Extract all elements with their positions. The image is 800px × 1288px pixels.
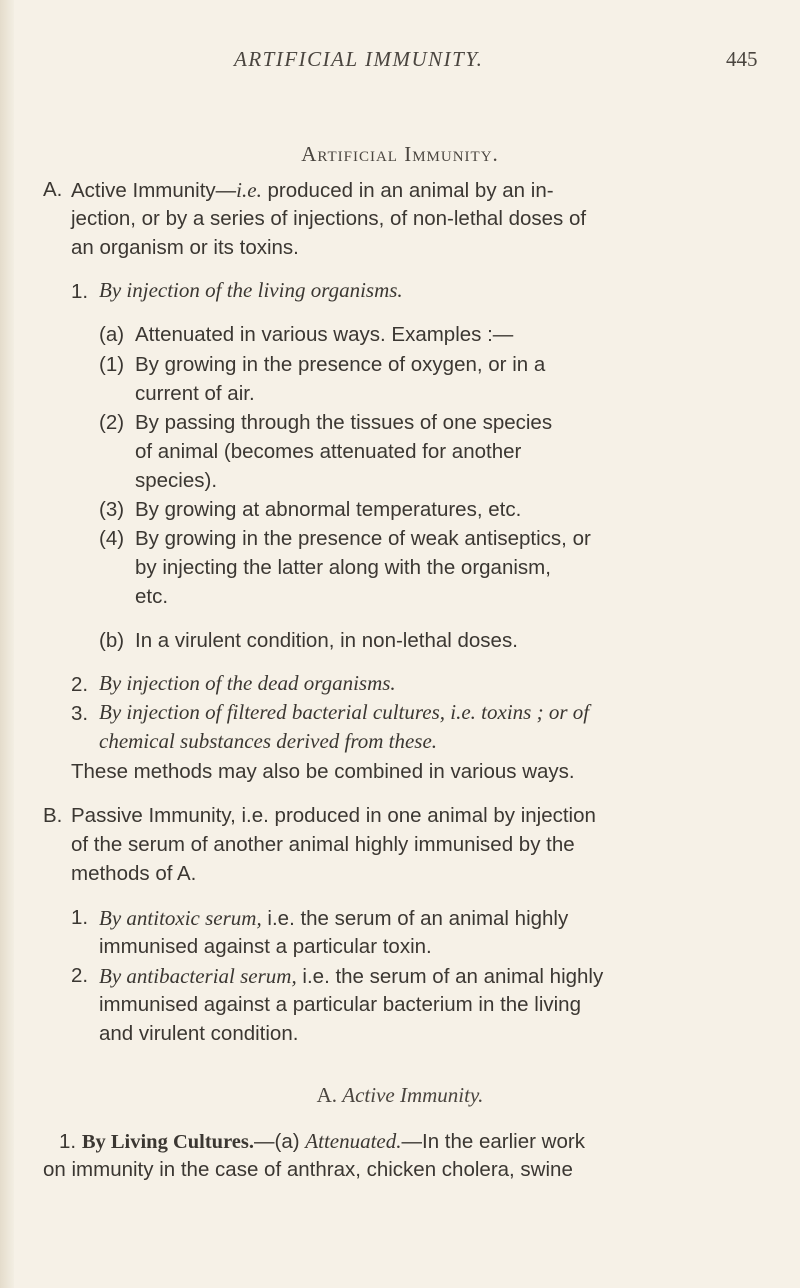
section-a-lead: Active Immunity—: [71, 179, 237, 202]
closing-line-2: on immunity in the case of anthrax, chicken cholera, swine: [43, 1158, 573, 1181]
methods-combined: These methods may also be combined in various ways.: [71, 760, 575, 783]
closing-a-label: (a): [274, 1130, 300, 1153]
subitem-b-text: In a virulent condition, in non-lethal doses.: [135, 629, 518, 652]
subsection-heading: [0, 1083, 800, 1108]
example-4-line-2: by injecting the latter along with the organism,: [135, 556, 551, 579]
example-3-number: (3): [99, 498, 125, 521]
item-2-heading: By injection of the dead organisms.: [99, 671, 396, 695]
example-3-line-1: By growing at abnormal temperatures, etc.: [135, 498, 522, 521]
b-item-1-number: 1.: [71, 906, 89, 929]
b-item-2-rest: i.e. the serum of an animal highly: [296, 965, 604, 988]
item-1-heading: By injection of the living organisms.: [99, 278, 403, 302]
b-item-2-line-3: and virulent condition.: [99, 1022, 299, 1045]
closing-a-title: Attenuated.: [305, 1129, 402, 1153]
item-2-number: 2.: [71, 673, 89, 696]
subitem-b-label: (b): [99, 629, 125, 652]
closing-rest: —In the earlier work: [401, 1130, 585, 1153]
page-number: 445: [726, 47, 758, 71]
b-item-2-italic: By antibacterial serum,: [99, 964, 297, 988]
section-a-line-2: jection, or by a series of injections, of non-lethal doses of: [71, 207, 587, 230]
closing-bold-heading: By Living Cultures.: [81, 1131, 255, 1153]
b-item-1-line-1: [99, 904, 568, 933]
example-4-number: (4): [99, 527, 125, 550]
subsection-title: Active Immunity.: [342, 1083, 484, 1107]
section-a-line-1: [71, 176, 554, 205]
item-3-line-1: By injection of filtered bacterial cultures, i.e. toxins ; or of: [99, 700, 590, 724]
item-3-number: 3.: [71, 702, 89, 725]
example-1-number: (1): [99, 353, 125, 376]
section-a-line-1-rest: produced in an animal by an in-: [261, 179, 554, 202]
subsection-marker: A.: [316, 1083, 338, 1107]
item-1-number: 1.: [71, 280, 89, 303]
b-item-1-rest: i.e. the serum of an animal highly: [261, 907, 569, 930]
section-b-line-2: of the serum of another animal highly immunised by the: [71, 833, 575, 856]
example-2-line-3: species).: [135, 469, 218, 492]
section-a-line-3: an organism or its toxins.: [71, 236, 299, 259]
b-item-2-line-1: [99, 962, 603, 991]
subitem-a-label: (a): [99, 323, 125, 346]
example-2-line-2: of animal (becomes attenuated for another: [135, 440, 522, 463]
example-1-line-2: current of air.: [135, 382, 255, 405]
page-title: Artificial Immunity.: [301, 142, 499, 166]
item-3-line-2: chemical substances derived from these.: [99, 729, 438, 753]
closing-number: 1.: [59, 1130, 77, 1153]
running-title: ARTIFICIAL IMMUNITY.: [234, 47, 484, 71]
section-a-ie: i.e.: [236, 178, 262, 202]
example-1-line-1: By growing in the presence of oxygen, or in a: [135, 353, 546, 376]
section-a-marker: A.: [43, 178, 63, 201]
example-2-line-1: By passing through the tissues of one species: [135, 411, 553, 434]
closing-line-1: [59, 1127, 585, 1156]
b-item-2-number: 2.: [71, 964, 89, 987]
b-item-1-line-2: immunised against a particular toxin.: [99, 935, 432, 958]
example-4-line-3: etc.: [135, 585, 169, 608]
section-b-line-3: methods of A.: [71, 862, 197, 885]
subitem-a-text: Attenuated in various ways. Examples :—: [135, 323, 514, 346]
b-item-1-italic: By antitoxic serum,: [99, 906, 262, 930]
example-4-line-1: By growing in the presence of weak antiseptics, or: [135, 527, 591, 550]
b-item-2-line-2: immunised against a particular bacterium in the living: [99, 993, 581, 1016]
closing-dash: —: [254, 1130, 275, 1153]
example-2-number: (2): [99, 411, 125, 434]
section-b-marker: B.: [43, 804, 63, 827]
section-b-line-1: Passive Immunity, i.e. produced in one animal by injection: [71, 804, 596, 827]
